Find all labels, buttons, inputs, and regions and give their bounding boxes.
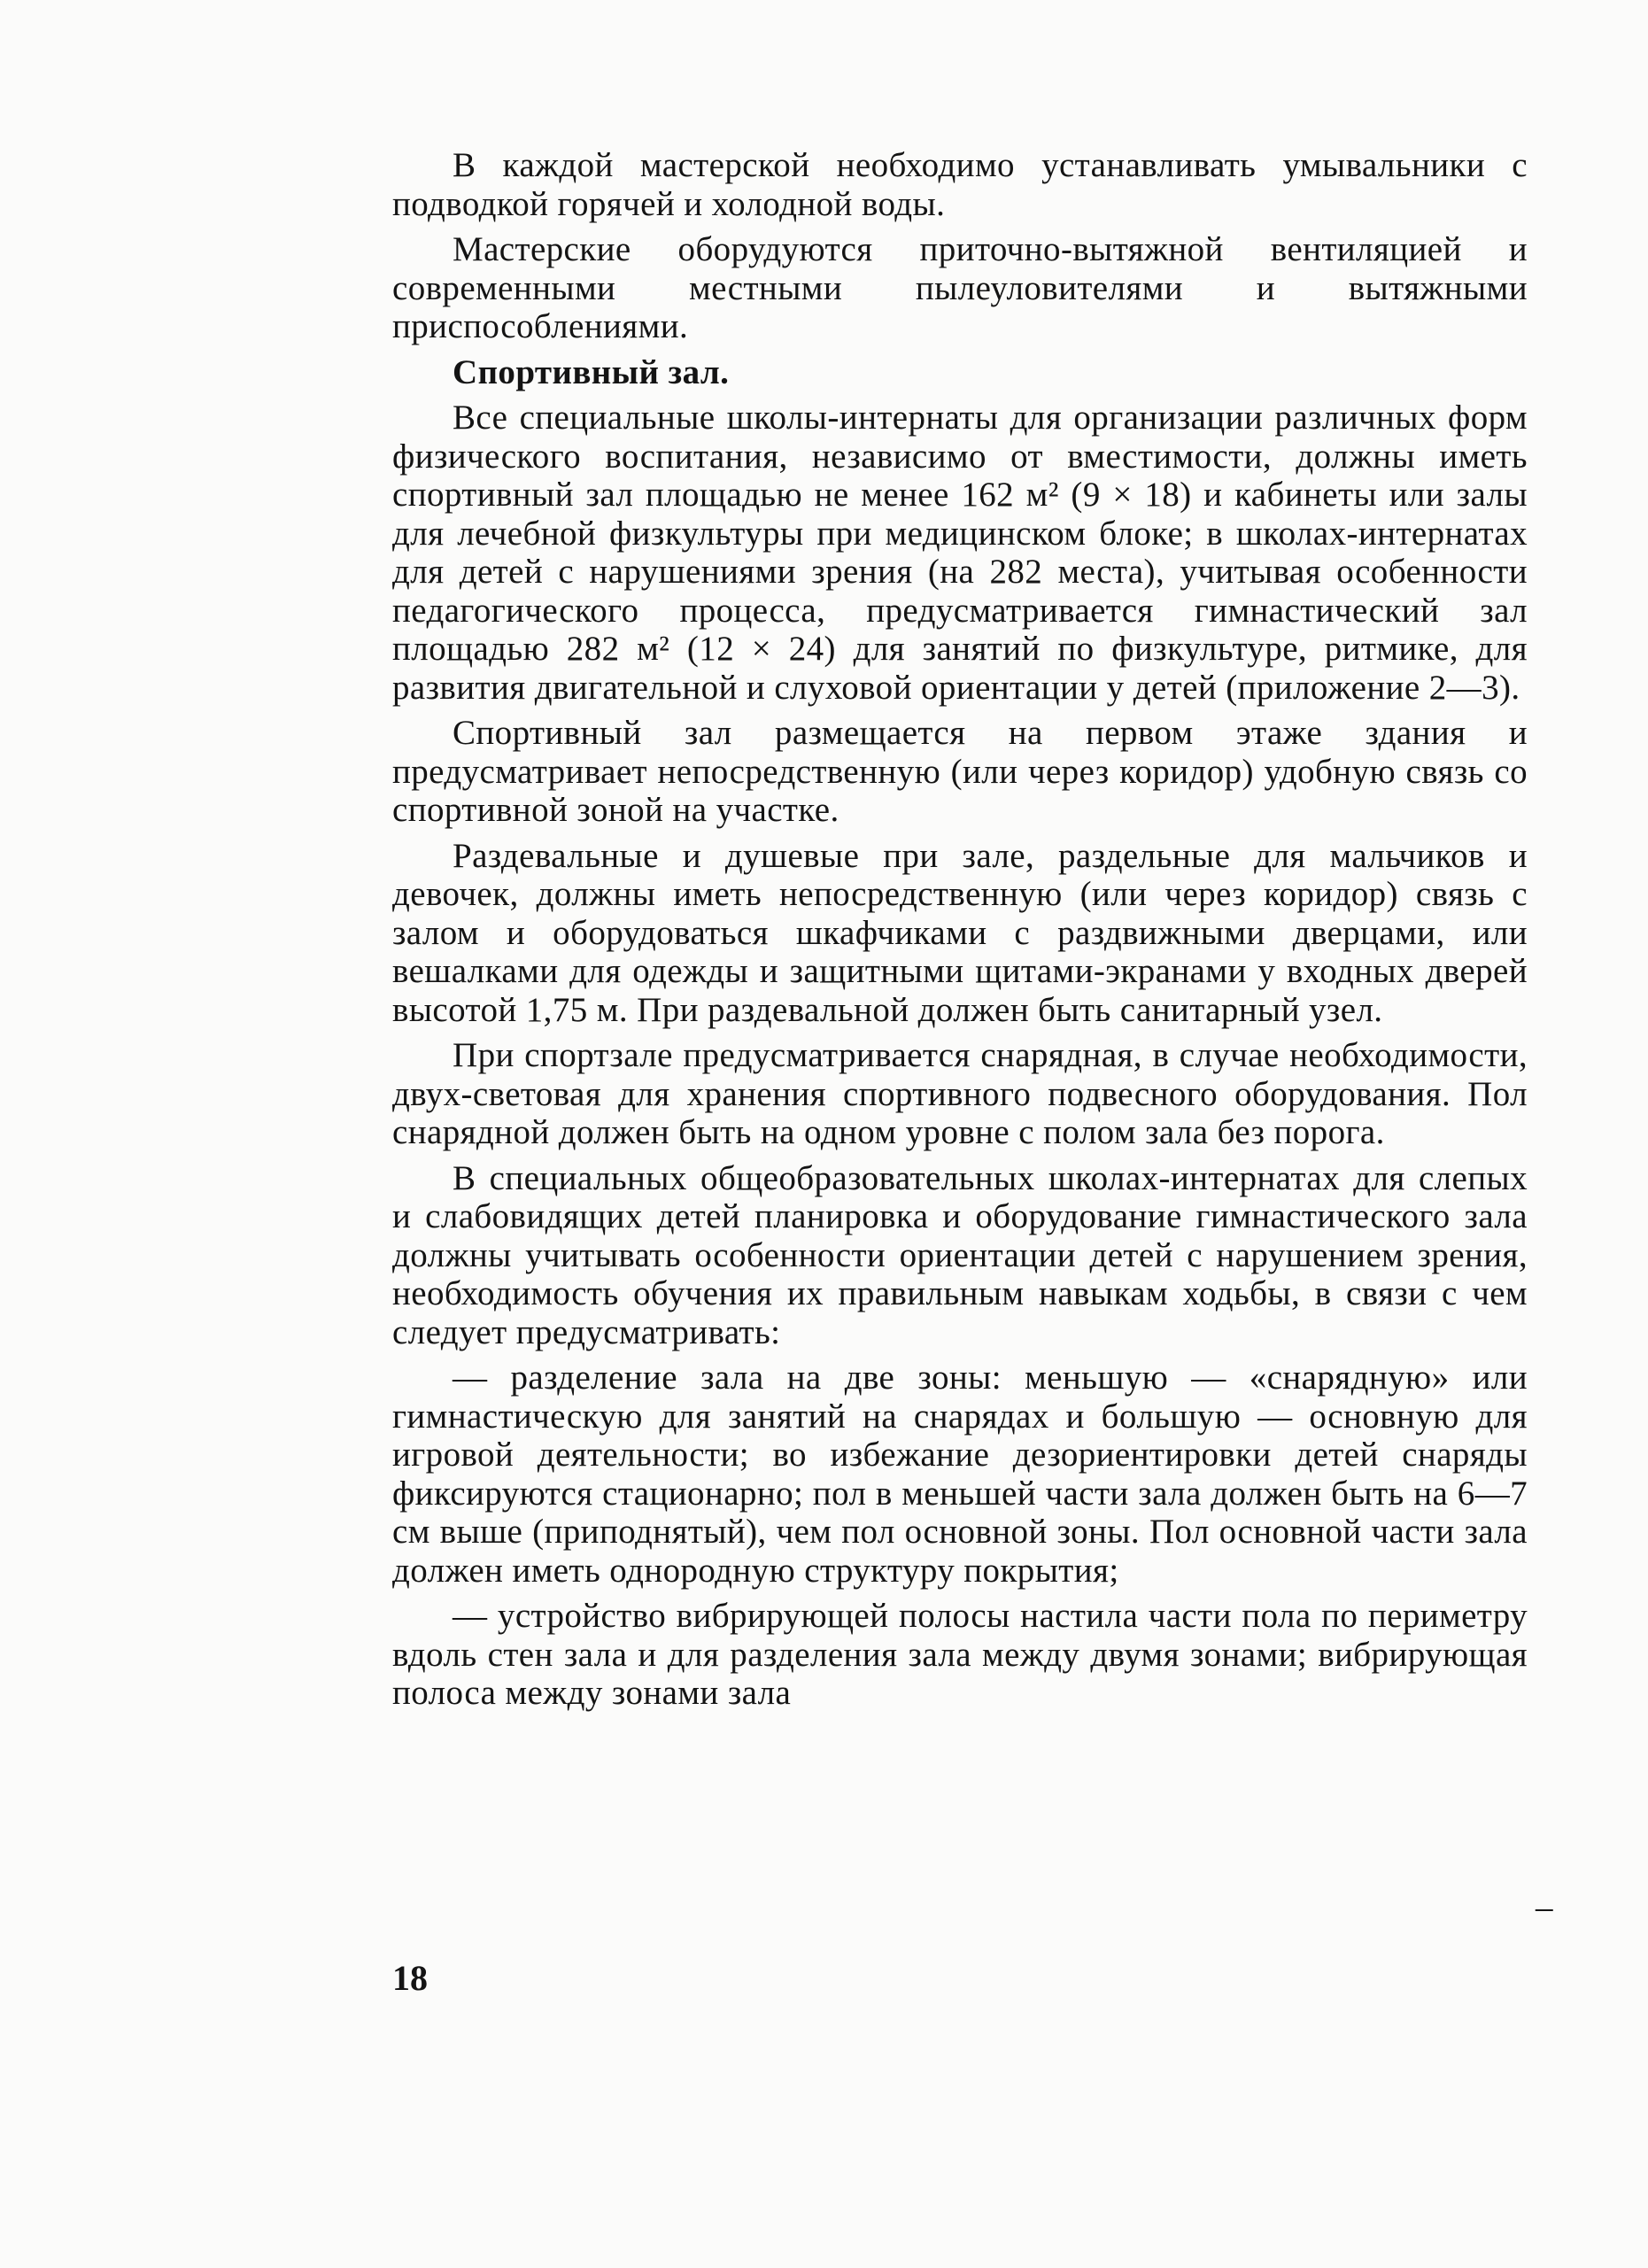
bullet-item: — устройство вибрирующей полосы настила части пола по периметру вдоль стен зала и для разделения зала между двумя зонами; вибрирующая полоса между зонами зала — [392, 1597, 1528, 1712]
paragraph: Мастерские оборудуются приточно-вытяжной вентиляцией и современными местными пылеуловителями и вытяжными приспособлениями. — [392, 230, 1528, 345]
text-column — [392, 146, 1528, 1720]
bullet-item: — разделение зала на две зоны: меньшую — «снарядную» или гимнастическую для занятий на снарядах и большую — основную для игровой деятельности; во избежание дезориентировки детей снаряды фиксируются стационарно; пол в меньшей части зала должен быть на 6—7 см выше (приподнятый), чем пол основной зоны. Пол основной части зала должен иметь однородную структуру покрытия; — [392, 1358, 1528, 1590]
line-continuation-dash: – — [1536, 1888, 1553, 1926]
paragraph: При спортзале предусматривается снарядная, в случае необходимости, двух-световая для хранения спортивного подвесного оборудования. Пол снарядной должен быть на одном уровне с полом зала без порога. — [392, 1036, 1528, 1151]
paragraph: Раздевальные и душевые при зале, раздельные для мальчиков и девочек, должны иметь непосредственную (или через коридор) связь с залом и оборудоваться шкафчиками с раздвижными дверцами, или вешалками для одежды и защитными щитами-экранами у входных дверей высотой 1,75 м. При раздевальной должен быть санитарный узел. — [392, 836, 1528, 1029]
paragraph: В каждой мастерской необходимо устанавливать умывальники с подводкой горячей и холодной воды. — [392, 146, 1528, 223]
paragraph: В специальных общеобразовательных школах-интернатах для слепых и слабовидящих детей планировка и оборудование гимнастического зала должны учитывать особенности ориентации детей с нарушением зрения, необходимость обучения их правильным навыкам ходьбы, в связи с чем следует предусматривать: — [392, 1158, 1528, 1351]
paragraph: Спортивный зал размещается на первом этаже здания и предусматривает непосредственную (или через коридор) удобную связь со спортивной зоной на участке. — [392, 714, 1528, 829]
section-heading: Спортивный зал. — [453, 352, 730, 391]
paragraph: Все специальные школы-интернаты для организации различных форм физического воспитания, независимо от вместимости, должны иметь спортивный зал площадью не менее 162 м² (9 × 18) и кабинеты или залы для лечебной физкультуры при медицинском блоке; в школах-интернатах для детей с нарушениями зрения (на 282 места), учитывая особенности педагогического процесса, предусматривается гимнастический зал площадью 282 м² (12 × 24) для занятий по физкультуре, ритмике, для развития двигательной и слуховой ориентации у детей (приложение 2—3). — [392, 399, 1528, 707]
page-number: 18 — [392, 1958, 428, 1998]
